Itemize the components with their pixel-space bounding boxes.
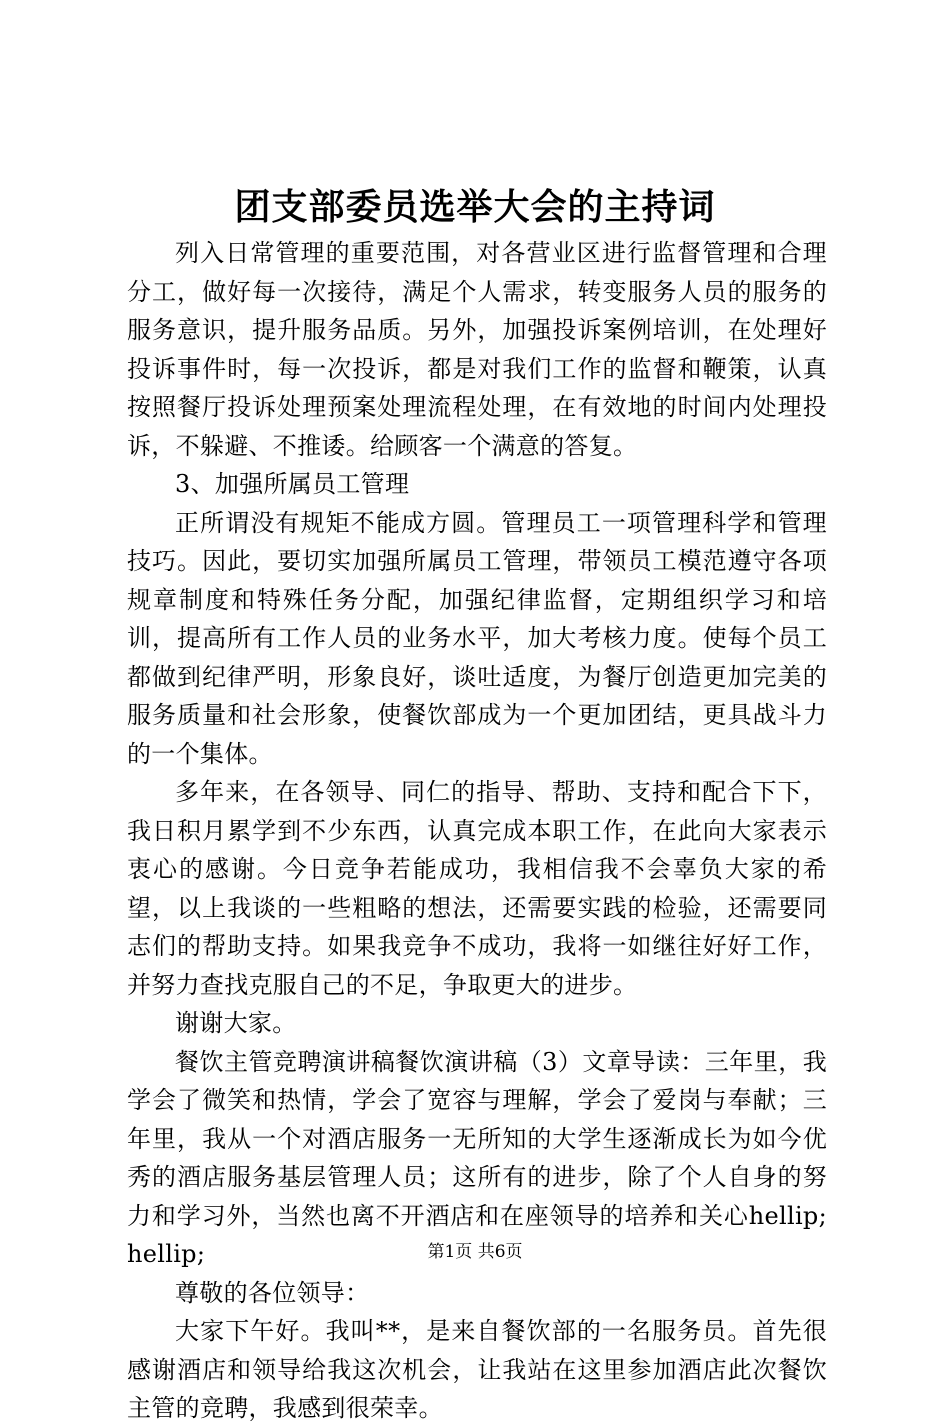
paragraph-6: 餐饮主管竞聘演讲稿餐饮演讲稿（3）文章导读：三年里，我学会了微笑和热情，学会了宽容与理解，学会了爱岗与奉献；三年里，我从一个对酒店服务一无所知的大学生逐渐成长为如今优秀的酒店服务基层管理人员；这所有的进步，除了个人自身的努力和学习外，当然也离不开酒店和在座领导的培养和关心hellip;hellip; <box>127 1047 827 1268</box>
paragraph-5: 谢谢大家。 <box>175 1009 297 1037</box>
paragraph-7: 尊敬的各位领导： <box>175 1278 370 1307</box>
paragraph-4: 多年来，在各领导、同仁的指导、帮助、支持和配合下下，我日积月累学到不少东西，认真完成本职工作，在此向大家表示衷心的感谢。今日竞争若能成功，我相信我不会辜负大家的希望，以上我谈的一些粗略的想法，还需要实践的检验，还需要同志们的帮助支持。如果我竞争不成功，我将一如继往好好工作，并努力查找克服自己的不足，争取更大的进步。 <box>127 778 827 999</box>
page-footer: 第1页 共6页 <box>427 1242 523 1262</box>
document-title: 团支部委员选举大会的主持词 <box>234 187 716 228</box>
paragraph-2: 3、加强所属员工管理 <box>175 470 410 498</box>
paragraph-1: 列入日常管理的重要范围，对各营业区进行监督管理和合理分工，做好每一次接待，满足个人需求，转变服务人员的服务的服务意识，提升服务品质。另外，加强投诉案例培训，在处理好投诉事件时，每一次投诉，都是对我们工作的监督和鞭策，认真按照餐厅投诉处理预案处理流程处理，在有效地的时间内处理投诉，不躲避、不推诿。给顾客一个满意的答复。 <box>127 239 827 460</box>
paragraph-3: 正所谓没有规矩不能成方圆。管理员工一项管理科学和管理技巧。因此，要切实加强所属员工管理，带领员工模范遵守各项规章制度和特殊任务分配，加强纪律监督，定期组织学习和培训，提高所有工作人员的业务水平，加大考核力度。使每个员工都做到纪律严明，形象良好，谈吐适度，为餐厅创造更加完美的服务质量和社会形象，使餐饮部成为一个更加团结，更具战斗力的一个集体。 <box>127 508 827 768</box>
paragraph-8: 大家下午好。我叫**，是来自餐饮部的一名服务员。首先很感谢酒店和领导给我这次机会，让我站在这里参加酒店此次餐饮主管的竞聘，我感到很荣幸。 <box>127 1317 827 1422</box>
